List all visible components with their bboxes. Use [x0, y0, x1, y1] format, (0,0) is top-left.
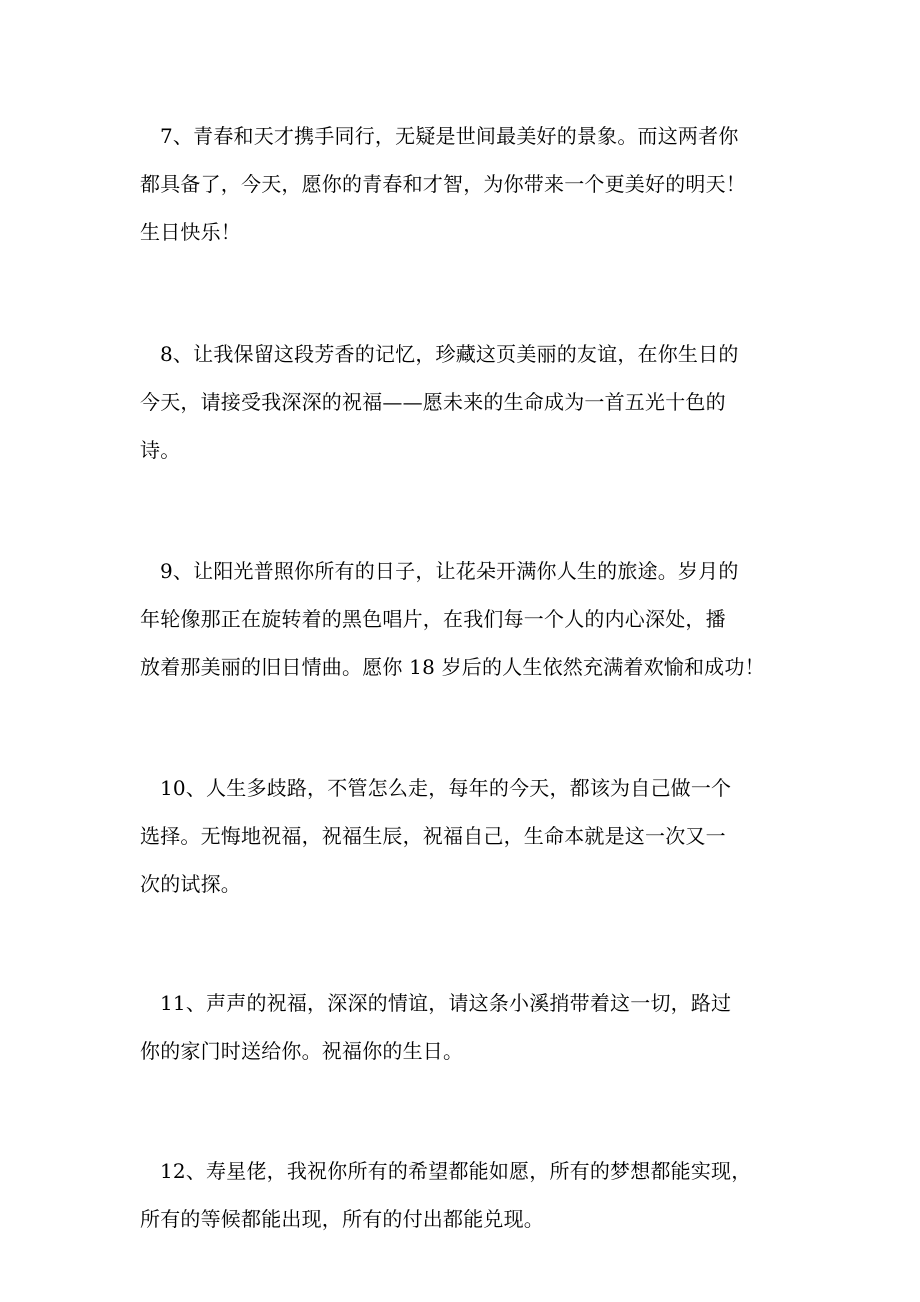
paragraph-12 — [140, 1147, 800, 1243]
paragraph-line: 12、寿星佬，我祝你所有的希望都能如愿，所有的梦想都能实现， — [160, 1159, 752, 1183]
paragraph-8 — [140, 330, 800, 474]
paragraph-line: 年轮像那正在旋转着的黑色唱片，在我们每一个人的内心深处，播 — [140, 607, 726, 631]
paragraph-line: 放着那美丽的旧日情曲。愿你 18 岁后的人生依然充满着欢愉和成功！ — [140, 655, 765, 679]
paragraph-line: 9、让阳光普照你所有的日子，让花朵开满你人生的旅途。岁月的 — [160, 559, 739, 583]
paragraph-7 — [140, 112, 800, 256]
paragraph-10 — [140, 764, 800, 908]
paragraph-line: 所有的等候都能出现，所有的付出都能兑现。 — [140, 1207, 544, 1231]
paragraph-line: 8、让我保留这段芳香的记忆，珍藏这页美丽的友谊，在你生日的 — [160, 342, 739, 366]
paragraph-line: 11、声声的祝福，深深的情谊，请这条小溪捎带着这一切，路过 — [160, 991, 732, 1015]
paragraph-11 — [140, 979, 800, 1075]
paragraph-line: 10、人生多歧路，不管怎么走，每年的今天，都该为自己做一个 — [160, 776, 732, 800]
paragraph-line: 你的家门时送给你。祝福你的生日。 — [140, 1039, 464, 1063]
paragraph-line: 诗。 — [140, 438, 181, 462]
paragraph-line: 选择。无悔地祝福，祝福生辰，祝福自己，生命本就是这一次又一 — [140, 824, 726, 848]
paragraph-line: 次的试探。 — [140, 872, 241, 896]
paragraph-line: 7、青春和天才携手同行，无疑是世间最美好的景象。而这两者你 — [160, 124, 739, 148]
paragraph-line: 今天，请接受我深深的祝福——愿未来的生命成为一首五光十色的 — [140, 390, 726, 414]
paragraph-line: 都具备了，今天，愿你的青春和才智，为你带来一个更美好的明天！ — [140, 172, 746, 196]
paragraph-line: 生日快乐！ — [140, 220, 241, 244]
paragraph-9 — [140, 547, 800, 691]
